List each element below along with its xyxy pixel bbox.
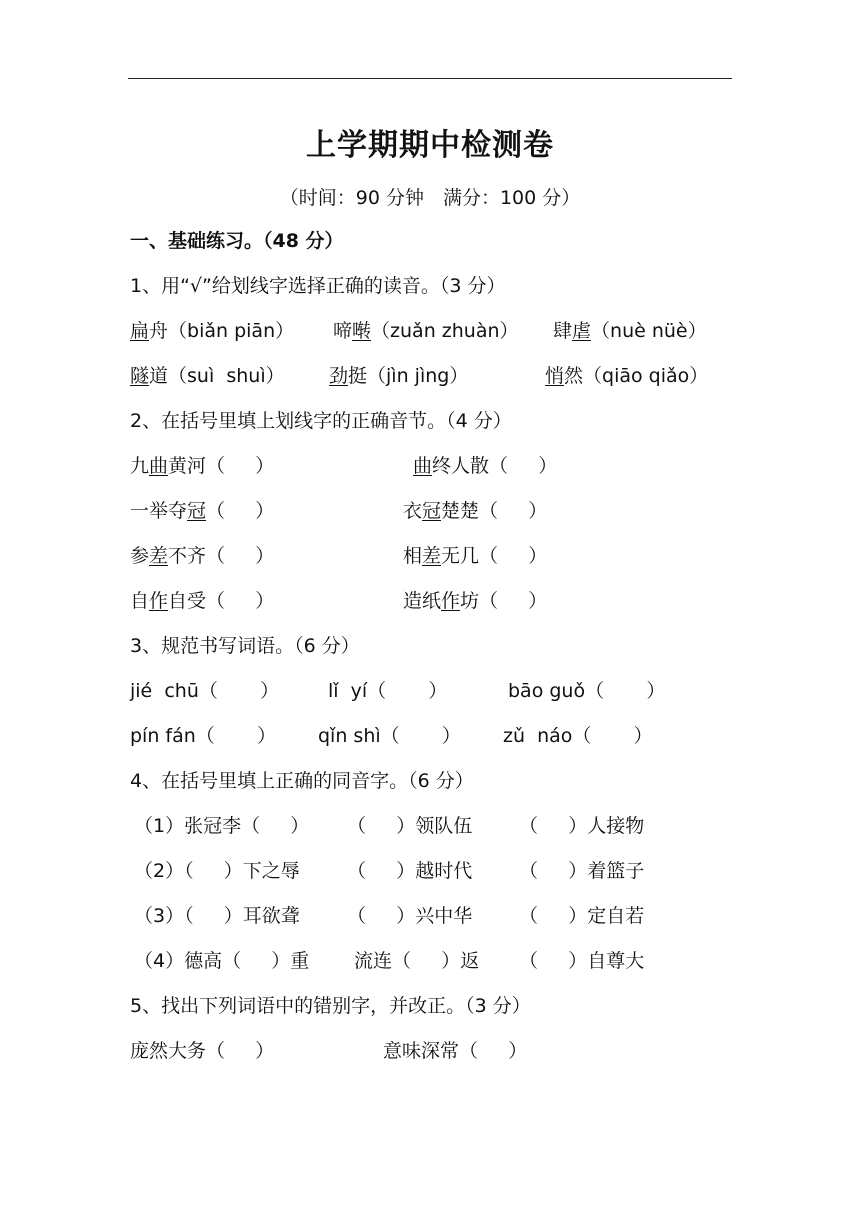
q3-pinyin-item: bāo guǒ（ ） (508, 680, 666, 702)
q3-pinyin-item: jié chū（ ） (130, 680, 280, 702)
q4-item: （ ）定自若 (519, 905, 645, 927)
q1-item: 劲挺（jìn jìng） (329, 365, 469, 387)
q2-item: 相差无几（ ） (403, 545, 548, 567)
q4-item: （ ）自尊大 (519, 950, 645, 972)
q4-item: （ ）人接物 (519, 815, 645, 837)
q1-item: 啼啭（zuǎn zhuàn） (333, 320, 519, 342)
q4-item: （ ）越时代 (347, 860, 473, 882)
q4-item: （4）德高（ ）重 (134, 950, 310, 972)
q2-item: 衣冠楚楚（ ） (403, 500, 548, 522)
q4-item: （ ）领队伍 (347, 815, 473, 837)
section-heading: 一、基础练习。（48 分） (130, 230, 344, 252)
q4-item: （ ）着篮子 (519, 860, 645, 882)
question-3-heading: 3、规范书写词语。（6 分） (130, 635, 360, 657)
q4-item: （3）（ ）耳欲聋 (134, 905, 300, 927)
question-2-heading: 2、在括号里填上划线字的正确音节。（4 分） (130, 410, 512, 432)
q1-item: 肆虐（nuè nüè） (553, 320, 707, 342)
q5-item: 庞然大务（ ） (130, 1040, 275, 1062)
q3-pinyin-item: qǐn shì（ ） (318, 725, 461, 747)
q2-item: 自作自受（ ） (130, 590, 275, 612)
q1-item: 隧道（suì shuì） (130, 365, 285, 387)
question-1-heading: 1、用“√”给划线字选择正确的读音。（3 分） (130, 275, 506, 297)
q1-item: 扁舟（biǎn piān） (130, 320, 295, 342)
q3-pinyin-item: lǐ yí（ ） (328, 680, 448, 702)
q4-item: （2）（ ）下之辱 (134, 860, 300, 882)
q3-pinyin-item: zǔ náo（ ） (503, 725, 653, 747)
q2-item: 造纸作坊（ ） (403, 590, 548, 612)
q2-item: 参差不齐（ ） (130, 545, 275, 567)
header-rule (128, 78, 732, 79)
q2-item: 一举夺冠（ ） (130, 500, 275, 522)
q4-item: 流连（ ）返 (354, 950, 480, 972)
q1-item: 悄然（qiāo qiǎo） (545, 365, 709, 387)
page-title: 上学期期中检测卷 (306, 128, 554, 163)
q4-item: （1）张冠李（ ） (134, 815, 310, 837)
exam-info: （时间：90 分钟 满分：100 分） (279, 187, 581, 209)
q2-item: 九曲黄河（ ） (130, 455, 275, 477)
q5-item: 意味深常（ ） (383, 1040, 528, 1062)
question-5-heading: 5、找出下列词语中的错别字，并改正。（3 分） (130, 995, 531, 1017)
question-4-heading: 4、在括号里填上正确的同音字。（6 分） (130, 770, 474, 792)
q3-pinyin-item: pín fán（ ） (130, 725, 277, 747)
q2-item: 曲终人散（ ） (413, 455, 558, 477)
q4-item: （ ）兴中华 (347, 905, 473, 927)
